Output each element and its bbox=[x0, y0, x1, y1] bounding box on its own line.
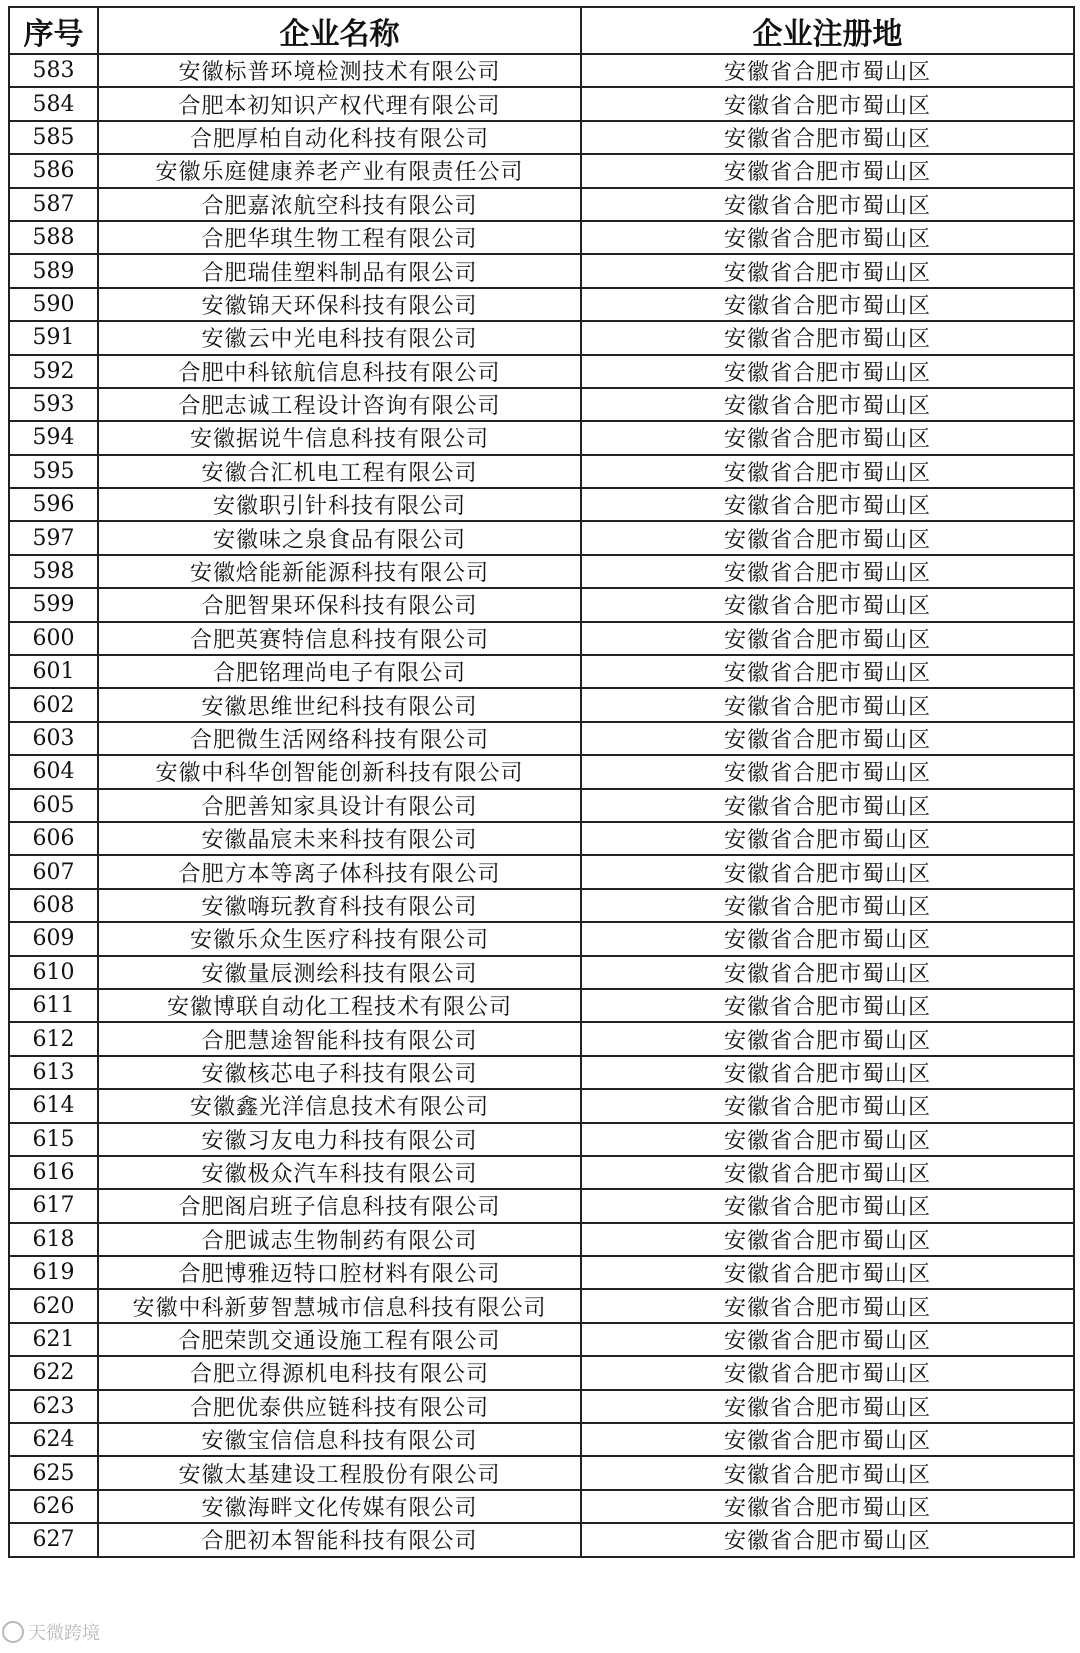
cell-registration-place: 安徽省合肥市蜀山区 bbox=[581, 455, 1074, 488]
cell-registration-place: 安徽省合肥市蜀山区 bbox=[581, 54, 1074, 87]
table-row bbox=[9, 1223, 1074, 1256]
cell-serial-number: 590 bbox=[9, 288, 98, 321]
table-row bbox=[9, 1089, 1074, 1122]
cell-serial-number: 603 bbox=[9, 722, 98, 755]
cell-serial-number: 617 bbox=[9, 1189, 98, 1222]
table-row bbox=[9, 1022, 1074, 1055]
cell-serial-number: 604 bbox=[9, 755, 98, 788]
cell-company-name: 安徽据说牛信息科技有限公司 bbox=[98, 421, 581, 454]
cell-registration-place: 安徽省合肥市蜀山区 bbox=[581, 288, 1074, 321]
table-row bbox=[9, 488, 1074, 521]
table-row bbox=[9, 1189, 1074, 1222]
table-row bbox=[9, 989, 1074, 1022]
table-row bbox=[9, 688, 1074, 721]
cell-serial-number: 611 bbox=[9, 989, 98, 1022]
cell-serial-number: 606 bbox=[9, 822, 98, 855]
cell-company-name: 合肥慧途智能科技有限公司 bbox=[98, 1022, 581, 1055]
cell-registration-place: 安徽省合肥市蜀山区 bbox=[581, 1289, 1074, 1322]
cell-company-name: 安徽中科华创智能创新科技有限公司 bbox=[98, 755, 581, 788]
cell-company-name: 合肥博雅迈特口腔材料有限公司 bbox=[98, 1256, 581, 1289]
cell-serial-number: 591 bbox=[9, 321, 98, 354]
cell-serial-number: 605 bbox=[9, 789, 98, 822]
cell-serial-number: 583 bbox=[9, 54, 98, 87]
cell-company-name: 安徽味之泉食品有限公司 bbox=[98, 521, 581, 554]
cell-serial-number: 608 bbox=[9, 889, 98, 922]
table-row bbox=[9, 855, 1074, 888]
cell-company-name: 合肥荣凯交通设施工程有限公司 bbox=[98, 1323, 581, 1356]
table-row bbox=[9, 521, 1074, 554]
cell-company-name: 安徽合汇机电工程有限公司 bbox=[98, 455, 581, 488]
cell-serial-number: 618 bbox=[9, 1223, 98, 1256]
table-row bbox=[9, 1423, 1074, 1456]
table-row bbox=[9, 388, 1074, 421]
cell-company-name: 合肥善知家具设计有限公司 bbox=[98, 789, 581, 822]
company-list-sheet bbox=[8, 6, 1073, 1558]
table-row bbox=[9, 421, 1074, 454]
cell-registration-place: 安徽省合肥市蜀山区 bbox=[581, 588, 1074, 621]
cell-registration-place: 安徽省合肥市蜀山区 bbox=[581, 1456, 1074, 1489]
cell-registration-place: 安徽省合肥市蜀山区 bbox=[581, 1323, 1074, 1356]
cell-registration-place: 安徽省合肥市蜀山区 bbox=[581, 889, 1074, 922]
cell-serial-number: 589 bbox=[9, 254, 98, 287]
cell-company-name: 合肥立得源机电科技有限公司 bbox=[98, 1356, 581, 1389]
header-serial-number: 序号 bbox=[9, 7, 98, 54]
table-row bbox=[9, 288, 1074, 321]
cell-company-name: 安徽云中光电科技有限公司 bbox=[98, 321, 581, 354]
cell-company-name: 合肥阁启班子信息科技有限公司 bbox=[98, 1189, 581, 1222]
cell-serial-number: 625 bbox=[9, 1456, 98, 1489]
table-body bbox=[9, 54, 1074, 1557]
cell-company-name: 安徽思维世纪科技有限公司 bbox=[98, 688, 581, 721]
cell-registration-place: 安徽省合肥市蜀山区 bbox=[581, 1123, 1074, 1156]
table-row bbox=[9, 722, 1074, 755]
table-row bbox=[9, 1056, 1074, 1089]
cell-serial-number: 594 bbox=[9, 421, 98, 454]
cell-company-name: 合肥厚柏自动化科技有限公司 bbox=[98, 121, 581, 154]
cell-registration-place: 安徽省合肥市蜀山区 bbox=[581, 822, 1074, 855]
cell-registration-place: 安徽省合肥市蜀山区 bbox=[581, 1390, 1074, 1423]
cell-registration-place: 安徽省合肥市蜀山区 bbox=[581, 87, 1074, 120]
cell-serial-number: 585 bbox=[9, 121, 98, 154]
table-row bbox=[9, 555, 1074, 588]
cell-registration-place: 安徽省合肥市蜀山区 bbox=[581, 121, 1074, 154]
table-row bbox=[9, 789, 1074, 822]
table-row bbox=[9, 87, 1074, 120]
cell-registration-place: 安徽省合肥市蜀山区 bbox=[581, 1056, 1074, 1089]
table-row bbox=[9, 221, 1074, 254]
table-row bbox=[9, 1256, 1074, 1289]
cell-registration-place: 安徽省合肥市蜀山区 bbox=[581, 1189, 1074, 1222]
cell-company-name: 安徽晶宸未来科技有限公司 bbox=[98, 822, 581, 855]
table-row bbox=[9, 1289, 1074, 1322]
cell-registration-place: 安徽省合肥市蜀山区 bbox=[581, 321, 1074, 354]
watermark bbox=[2, 1619, 100, 1645]
cell-registration-place: 安徽省合肥市蜀山区 bbox=[581, 855, 1074, 888]
cell-serial-number: 588 bbox=[9, 221, 98, 254]
cell-serial-number: 616 bbox=[9, 1156, 98, 1189]
cell-company-name: 安徽乐众生医疗科技有限公司 bbox=[98, 922, 581, 955]
cell-serial-number: 595 bbox=[9, 455, 98, 488]
cell-registration-place: 安徽省合肥市蜀山区 bbox=[581, 622, 1074, 655]
cell-serial-number: 598 bbox=[9, 555, 98, 588]
cell-registration-place: 安徽省合肥市蜀山区 bbox=[581, 254, 1074, 287]
table-row bbox=[9, 188, 1074, 221]
cell-company-name: 安徽核芯电子科技有限公司 bbox=[98, 1056, 581, 1089]
cell-serial-number: 600 bbox=[9, 622, 98, 655]
cell-registration-place: 安徽省合肥市蜀山区 bbox=[581, 154, 1074, 187]
cell-company-name: 安徽嗨玩教育科技有限公司 bbox=[98, 889, 581, 922]
cell-serial-number: 587 bbox=[9, 188, 98, 221]
cell-serial-number: 584 bbox=[9, 87, 98, 120]
watermark-logo-icon bbox=[2, 1621, 24, 1643]
cell-serial-number: 607 bbox=[9, 855, 98, 888]
cell-registration-place: 安徽省合肥市蜀山区 bbox=[581, 956, 1074, 989]
cell-company-name: 安徽宝信信息科技有限公司 bbox=[98, 1423, 581, 1456]
cell-serial-number: 614 bbox=[9, 1089, 98, 1122]
table-row bbox=[9, 455, 1074, 488]
cell-serial-number: 615 bbox=[9, 1123, 98, 1156]
cell-company-name: 合肥智果环保科技有限公司 bbox=[98, 588, 581, 621]
cell-registration-place: 安徽省合肥市蜀山区 bbox=[581, 221, 1074, 254]
cell-serial-number: 593 bbox=[9, 388, 98, 421]
cell-registration-place: 安徽省合肥市蜀山区 bbox=[581, 655, 1074, 688]
cell-company-name: 合肥优泰供应链科技有限公司 bbox=[98, 1390, 581, 1423]
cell-serial-number: 620 bbox=[9, 1289, 98, 1322]
cell-company-name: 安徽习友电力科技有限公司 bbox=[98, 1123, 581, 1156]
table-row bbox=[9, 588, 1074, 621]
header-registration-place: 企业注册地 bbox=[581, 7, 1074, 54]
cell-serial-number: 599 bbox=[9, 588, 98, 621]
cell-registration-place: 安徽省合肥市蜀山区 bbox=[581, 722, 1074, 755]
cell-registration-place: 安徽省合肥市蜀山区 bbox=[581, 421, 1074, 454]
table-row bbox=[9, 254, 1074, 287]
cell-registration-place: 安徽省合肥市蜀山区 bbox=[581, 1490, 1074, 1523]
cell-registration-place: 安徽省合肥市蜀山区 bbox=[581, 555, 1074, 588]
company-table bbox=[8, 6, 1075, 1558]
cell-company-name: 合肥方本等离子体科技有限公司 bbox=[98, 855, 581, 888]
cell-company-name: 安徽锦天环保科技有限公司 bbox=[98, 288, 581, 321]
cell-registration-place: 安徽省合肥市蜀山区 bbox=[581, 1356, 1074, 1389]
cell-company-name: 安徽标普环境检测技术有限公司 bbox=[98, 54, 581, 87]
cell-company-name: 合肥瑞佳塑料制品有限公司 bbox=[98, 254, 581, 287]
cell-serial-number: 619 bbox=[9, 1256, 98, 1289]
cell-registration-place: 安徽省合肥市蜀山区 bbox=[581, 989, 1074, 1022]
table-row bbox=[9, 655, 1074, 688]
cell-company-name: 合肥初本智能科技有限公司 bbox=[98, 1523, 581, 1556]
table-row bbox=[9, 1156, 1074, 1189]
cell-registration-place: 安徽省合肥市蜀山区 bbox=[581, 521, 1074, 554]
cell-registration-place: 安徽省合肥市蜀山区 bbox=[581, 355, 1074, 388]
cell-registration-place: 安徽省合肥市蜀山区 bbox=[581, 488, 1074, 521]
cell-registration-place: 安徽省合肥市蜀山区 bbox=[581, 1223, 1074, 1256]
table-row bbox=[9, 889, 1074, 922]
cell-serial-number: 601 bbox=[9, 655, 98, 688]
cell-serial-number: 609 bbox=[9, 922, 98, 955]
header-company-name: 企业名称 bbox=[98, 7, 581, 54]
table-row bbox=[9, 355, 1074, 388]
cell-company-name: 安徽乐庭健康养老产业有限责任公司 bbox=[98, 154, 581, 187]
cell-serial-number: 623 bbox=[9, 1390, 98, 1423]
cell-serial-number: 613 bbox=[9, 1056, 98, 1089]
table-row bbox=[9, 956, 1074, 989]
cell-company-name: 安徽太基建设工程股份有限公司 bbox=[98, 1456, 581, 1489]
cell-serial-number: 610 bbox=[9, 956, 98, 989]
cell-company-name: 安徽职引针科技有限公司 bbox=[98, 488, 581, 521]
cell-company-name: 合肥微生活网络科技有限公司 bbox=[98, 722, 581, 755]
cell-serial-number: 621 bbox=[9, 1323, 98, 1356]
cell-company-name: 合肥诚志生物制药有限公司 bbox=[98, 1223, 581, 1256]
cell-registration-place: 安徽省合肥市蜀山区 bbox=[581, 1089, 1074, 1122]
cell-registration-place: 安徽省合肥市蜀山区 bbox=[581, 922, 1074, 955]
cell-company-name: 合肥华琪生物工程有限公司 bbox=[98, 221, 581, 254]
table-row bbox=[9, 1490, 1074, 1523]
cell-serial-number: 624 bbox=[9, 1423, 98, 1456]
cell-serial-number: 592 bbox=[9, 355, 98, 388]
cell-company-name: 安徽海畔文化传媒有限公司 bbox=[98, 1490, 581, 1523]
cell-company-name: 合肥本初知识产权代理有限公司 bbox=[98, 87, 581, 120]
cell-registration-place: 安徽省合肥市蜀山区 bbox=[581, 1022, 1074, 1055]
cell-company-name: 合肥英赛特信息科技有限公司 bbox=[98, 622, 581, 655]
table-row bbox=[9, 922, 1074, 955]
cell-serial-number: 627 bbox=[9, 1523, 98, 1556]
table-row bbox=[9, 54, 1074, 87]
cell-company-name: 安徽量辰测绘科技有限公司 bbox=[98, 956, 581, 989]
cell-serial-number: 622 bbox=[9, 1356, 98, 1389]
cell-serial-number: 596 bbox=[9, 488, 98, 521]
cell-registration-place: 安徽省合肥市蜀山区 bbox=[581, 188, 1074, 221]
cell-registration-place: 安徽省合肥市蜀山区 bbox=[581, 688, 1074, 721]
cell-company-name: 安徽极众汽车科技有限公司 bbox=[98, 1156, 581, 1189]
cell-company-name: 安徽博联自动化工程技术有限公司 bbox=[98, 989, 581, 1022]
cell-registration-place: 安徽省合肥市蜀山区 bbox=[581, 1156, 1074, 1189]
cell-serial-number: 612 bbox=[9, 1022, 98, 1055]
table-row bbox=[9, 154, 1074, 187]
cell-registration-place: 安徽省合肥市蜀山区 bbox=[581, 789, 1074, 822]
cell-company-name: 安徽焓能新能源科技有限公司 bbox=[98, 555, 581, 588]
cell-registration-place: 安徽省合肥市蜀山区 bbox=[581, 388, 1074, 421]
table-row bbox=[9, 755, 1074, 788]
watermark-text: 天微跨境 bbox=[28, 1623, 100, 1644]
table-row bbox=[9, 1123, 1074, 1156]
cell-serial-number: 602 bbox=[9, 688, 98, 721]
table-row bbox=[9, 1523, 1074, 1556]
cell-company-name: 安徽中科新萝智慧城市信息科技有限公司 bbox=[98, 1289, 581, 1322]
table-row bbox=[9, 1356, 1074, 1389]
cell-registration-place: 安徽省合肥市蜀山区 bbox=[581, 1423, 1074, 1456]
table-header-row bbox=[9, 7, 1074, 54]
table-row bbox=[9, 822, 1074, 855]
cell-serial-number: 586 bbox=[9, 154, 98, 187]
cell-serial-number: 626 bbox=[9, 1490, 98, 1523]
table-row bbox=[9, 321, 1074, 354]
table-row bbox=[9, 1323, 1074, 1356]
cell-company-name: 合肥嘉浓航空科技有限公司 bbox=[98, 188, 581, 221]
table-row bbox=[9, 1456, 1074, 1489]
cell-company-name: 合肥中科铱航信息科技有限公司 bbox=[98, 355, 581, 388]
cell-registration-place: 安徽省合肥市蜀山区 bbox=[581, 755, 1074, 788]
table-row bbox=[9, 1390, 1074, 1423]
cell-company-name: 合肥志诚工程设计咨询有限公司 bbox=[98, 388, 581, 421]
table-row bbox=[9, 622, 1074, 655]
cell-company-name: 安徽鑫光洋信息技术有限公司 bbox=[98, 1089, 581, 1122]
table-row bbox=[9, 121, 1074, 154]
cell-registration-place: 安徽省合肥市蜀山区 bbox=[581, 1523, 1074, 1556]
cell-company-name: 合肥铭理尚电子有限公司 bbox=[98, 655, 581, 688]
cell-serial-number: 597 bbox=[9, 521, 98, 554]
cell-registration-place: 安徽省合肥市蜀山区 bbox=[581, 1256, 1074, 1289]
